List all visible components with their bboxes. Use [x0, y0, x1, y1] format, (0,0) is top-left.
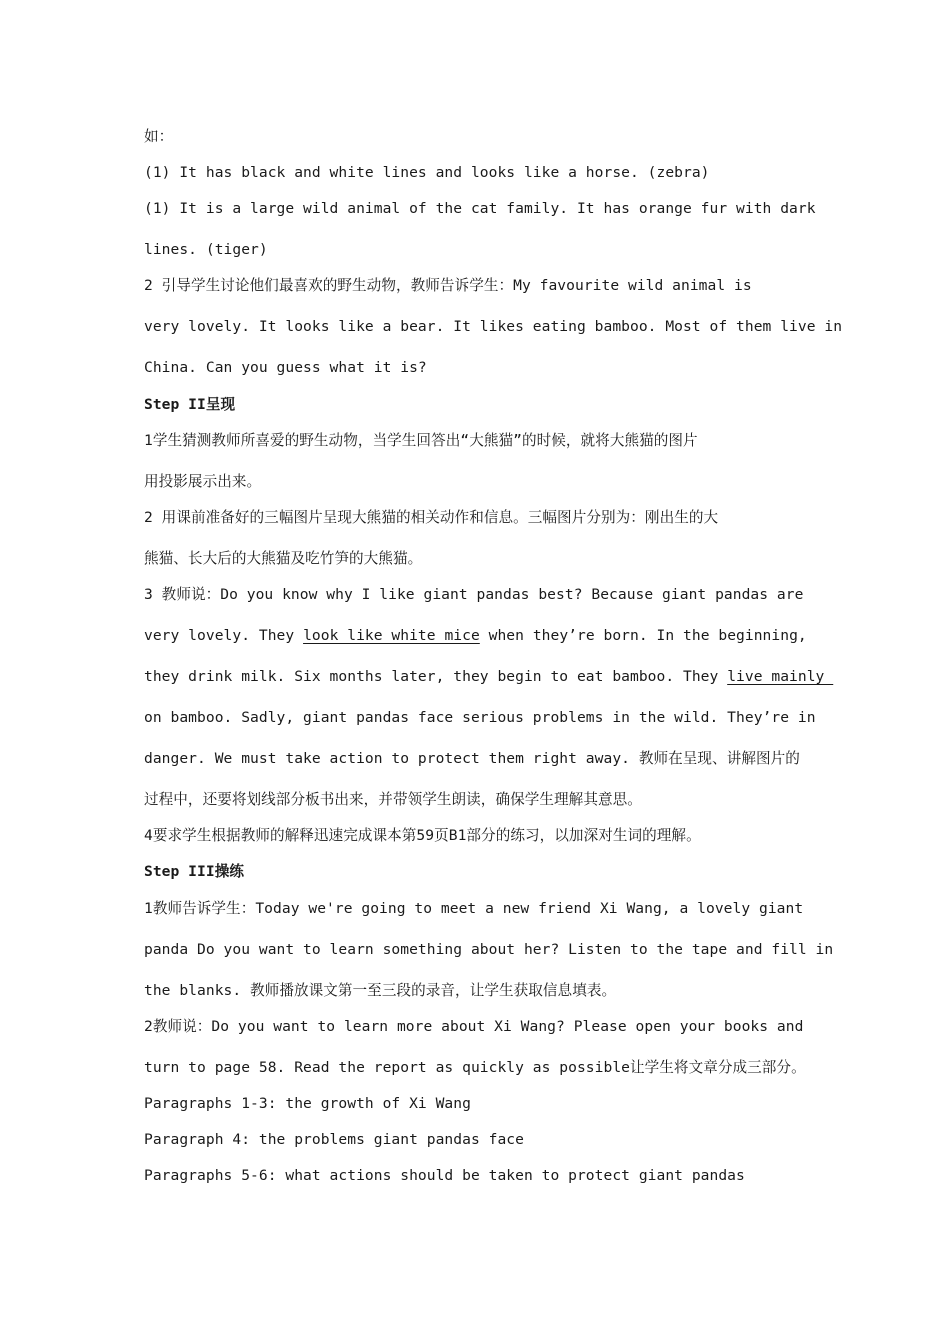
text-line: danger. We must take action to protect them right away. 教师在呈现、讲解图片的 — [144, 750, 800, 767]
example-zebra: (1) It has black and white lines and looks like a horse. (zebra) — [144, 164, 710, 181]
text-line: 熊猫、长大后的大熊猫及吃竹笋的大熊猫。 — [144, 550, 423, 567]
paragraph-outline-item: Paragraphs 5-6: what actions should be taken to protect giant pandas — [144, 1167, 745, 1184]
step-heading: Step II呈现 — [144, 396, 236, 413]
text-line: panda Do you want to learn something about her? Listen to the tape and fill in — [144, 941, 834, 958]
step-heading: Step III操练 — [144, 863, 244, 880]
text-run: when they’re born. In the beginning, — [479, 627, 807, 644]
text-line: 如： — [144, 128, 174, 145]
text-line: the blanks. 教师播放课文第一至三段的录音，让学生获取信息填表。 — [144, 982, 617, 999]
text-line: 2教师说：Do you want to learn more about Xi Wang? Please open your books and — [144, 1018, 804, 1035]
text-run: very lovely. They — [144, 627, 304, 644]
text-line: 2 引导学生讨论他们最喜欢的野生动物，教师告诉学生：My favourite wild animal is — [144, 277, 752, 294]
text-line: 4要求学生根据教师的解释迅速完成课本第59页B1部分的练习，以加深对生词的理解。 — [144, 827, 701, 844]
paragraph-outline-item: Paragraphs 1-3: the growth of Xi Wang — [144, 1095, 471, 1112]
text-line: turn to page 58. Read the report as quickly as possible让学生将文章分成三部分。 — [144, 1059, 806, 1076]
text-line — [144, 667, 834, 687]
text-run: they drink milk. Six months later, they begin to eat bamboo. They — [144, 668, 728, 685]
text-line: 3 教师说：Do you know why I like giant pandas best? Because giant pandas are — [144, 586, 804, 603]
text-line: 用投影展示出来。 — [144, 473, 262, 490]
underlined-phrase: live mainly — [727, 668, 834, 685]
text-line: 1学生猜测教师所喜爱的野生动物，当学生回答出“大熊猫”的时候，就将大熊猫的图片 — [144, 432, 698, 449]
example-tiger-line1: (1) It is a large wild animal of the cat family. It has orange fur with dark — [144, 200, 816, 217]
underlined-phrase: look like white mice — [303, 627, 480, 644]
text-line — [144, 626, 824, 646]
example-tiger-line2: lines. (tiger) — [144, 241, 268, 258]
text-line: very lovely. It looks like a bear. It likes eating bamboo. Most of them live in — [144, 318, 843, 335]
text-line: on bamboo. Sadly, giant pandas face serious problems in the wild. They’re in — [144, 709, 816, 726]
text-line: 过程中，还要将划线部分板书出来，并带领学生朗读，确保学生理解其意思。 — [144, 791, 642, 808]
text-line: 2 用课前准备好的三幅图片呈现大熊猫的相关动作和信息。三幅图片分别为：刚出生的大 — [144, 509, 719, 526]
paragraph-outline-item: Paragraph 4: the problems giant pandas face — [144, 1131, 524, 1148]
text-line: China. Can you guess what it is? — [144, 359, 427, 376]
text-line: 1教师告诉学生：Today we're going to meet a new friend Xi Wang, a lovely giant — [144, 900, 804, 917]
